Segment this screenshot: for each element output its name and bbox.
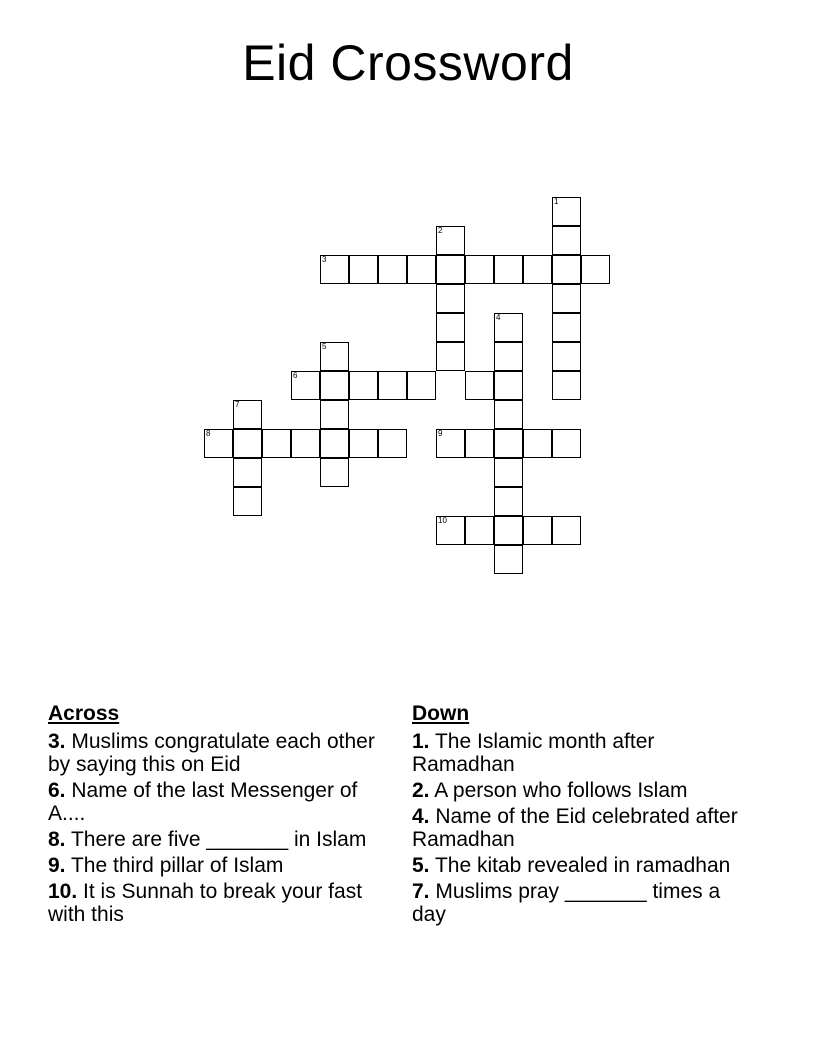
clue-text: The kitab revealed in ramadhan [434,854,731,877]
crossword-cell[interactable] [233,429,262,458]
crossword-cell[interactable] [320,458,349,487]
crossword-cell[interactable] [494,371,523,400]
crossword-cell[interactable] [349,255,378,284]
clue-number: 4. [412,805,430,828]
clue-text: It is Sunnah to break your fast with this [48,880,363,926]
clue-number: 8. [48,828,66,851]
crossword-cell[interactable] [436,342,465,371]
crossword-cell[interactable] [436,516,465,545]
crossword-cell[interactable] [233,487,262,516]
crossword-cell[interactable] [494,545,523,574]
crossword-cell[interactable] [320,400,349,429]
crossword-cell[interactable] [494,313,523,342]
across-heading: Across [48,702,120,725]
crossword-cell[interactable] [204,429,233,458]
clue-number: 6. [48,779,66,802]
cell-number: 1 [554,197,559,206]
crossword-cell[interactable] [494,458,523,487]
crossword-cell[interactable] [494,429,523,458]
crossword-cell[interactable] [320,429,349,458]
page-title: Eid Crossword [242,35,574,91]
clue-number: 9. [48,854,66,877]
down-clues [412,702,752,929]
crossword-cell[interactable] [494,487,523,516]
crossword-cell[interactable] [349,429,378,458]
across-clue-9 [48,854,393,877]
crossword-cell[interactable] [320,342,349,371]
clue-text: Muslims pray _______ times a day [412,880,721,926]
crossword-cell[interactable] [494,255,523,284]
across-clue-6 [48,779,393,825]
crossword-cell[interactable] [291,429,320,458]
cell-number: 2 [438,226,443,235]
crossword-cell[interactable] [465,516,494,545]
down-clue-7 [412,880,752,926]
clue-number: 7. [412,880,430,903]
crossword-cell[interactable] [581,255,610,284]
clue-number: 10. [48,880,78,903]
crossword-cell[interactable] [436,255,465,284]
clue-text: Name of the last Messenger of A.... [48,779,358,825]
clue-number: 3. [48,730,66,753]
crossword-cell[interactable] [494,516,523,545]
down-clue-1 [412,730,752,776]
crossword-cell[interactable] [436,226,465,255]
clue-text: A person who follows Islam [434,779,688,802]
crossword-cell[interactable] [233,400,262,429]
crossword-cell[interactable] [552,284,581,313]
clue-text: The third pillar of Islam [70,854,284,877]
crossword-cell[interactable] [320,371,349,400]
cell-number: 4 [496,313,501,322]
crossword-cell[interactable] [436,429,465,458]
crossword-cell[interactable] [523,516,552,545]
crossword-cell[interactable] [320,255,349,284]
down-heading: Down [412,702,470,725]
crossword-cell[interactable] [436,313,465,342]
crossword-cell[interactable] [552,342,581,371]
down-clue-2 [412,779,752,802]
crossword-cell[interactable] [291,371,320,400]
crossword-cell[interactable] [552,516,581,545]
cell-number: 8 [206,429,211,438]
clue-text: Muslims congratulate each other by saying this on Eid [48,730,375,776]
crossword-cell[interactable] [552,313,581,342]
crossword-cell[interactable] [378,429,407,458]
across-clue-3 [48,730,393,776]
crossword-cell[interactable] [552,429,581,458]
crossword-cell[interactable] [465,371,494,400]
crossword-cell[interactable] [523,255,552,284]
cell-number: 5 [322,342,327,351]
crossword-cell[interactable] [552,371,581,400]
crossword-cell[interactable] [378,255,407,284]
crossword-cell[interactable] [494,342,523,371]
cell-number: 3 [322,255,327,264]
crossword-cell[interactable] [552,255,581,284]
clue-text: There are five _______ in Islam [70,828,367,851]
down-clue-5 [412,854,752,877]
crossword-cell[interactable] [262,429,291,458]
across-clue-8 [48,828,393,851]
down-clue-4 [412,805,752,851]
cell-number: 9 [438,429,443,438]
across-clues [48,702,393,929]
crossword-cell[interactable] [465,429,494,458]
crossword-cell[interactable] [436,284,465,313]
crossword-cell[interactable] [407,371,436,400]
crossword-cell[interactable] [552,226,581,255]
cell-number: 10 [438,516,447,525]
clue-text: Name of the Eid celebrated after Ramadhan [412,805,738,851]
cell-number: 7 [235,400,240,409]
crossword-cell[interactable] [349,371,378,400]
clue-number: 1. [412,730,430,753]
crossword-cell[interactable] [233,458,262,487]
crossword-cell[interactable] [494,400,523,429]
clue-text: The Islamic month after Ramadhan [412,730,655,776]
crossword-cell[interactable] [378,371,407,400]
crossword-cell[interactable] [465,255,494,284]
crossword-cell[interactable] [407,255,436,284]
clue-number: 5. [412,854,430,877]
cell-number: 6 [293,371,298,380]
across-clue-10 [48,880,393,926]
crossword-cell[interactable] [552,197,581,226]
clue-number: 2. [412,779,430,802]
crossword-cell[interactable] [523,429,552,458]
